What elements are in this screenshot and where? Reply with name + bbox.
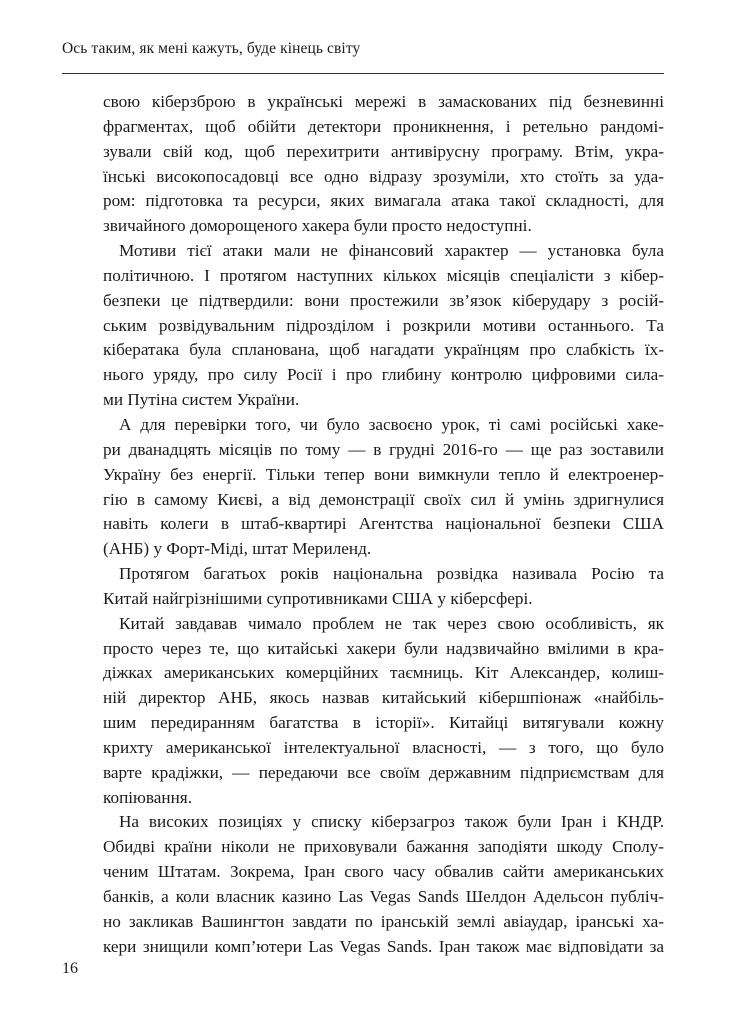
- text-line: Україну без енергії. Тільки тепер вони вимкнули тепло й електроенер-: [103, 464, 664, 484]
- text-line: кери знищили комп’ютери Las Vegas Sands. Іран також має відповідати за: [103, 936, 664, 956]
- text-line: Обидві країни ніколи не приховували бажання заподіяти шкоду Сполу-: [103, 837, 664, 857]
- text-line: гію в самому Києві, а від демонстрації своїх сил й умінь здригнулися: [103, 489, 664, 509]
- text-line: Китай завдавав чимало проблем не так через свою особливість, як: [119, 613, 664, 633]
- text-line: нього уряду, про силу Росії і про глибину контролю цифровими сила-: [103, 365, 664, 385]
- text-line: но закликав Вашингтон завдати по іранській землі авіаудар, іранські ха-: [103, 911, 664, 931]
- text-line: Протягом багатьох років національна розвідка називала Росію та: [119, 564, 664, 584]
- text-line: навіть колеги в штаб-квартирі Агентства національної безпеки США: [103, 514, 664, 534]
- text-line: варте крадіжки, — передаючи все своїм державним підприємствам для: [103, 762, 664, 782]
- text-line: просто через те, що китайські хакери були надзвичайно вмілими в кра-: [103, 638, 664, 658]
- text-line: ченим Штатам. Зокрема, Іран свого часу обвалив сайти американських: [103, 862, 664, 882]
- text-line: копіювання.: [103, 787, 192, 807]
- text-line: фрагментах, щоб обійти детектори проникнення, і ретельно рандомі-: [103, 116, 664, 136]
- text-line: ми Путіна систем України.: [103, 390, 300, 410]
- text-line: їнські високопосадовці все одно відразу зрозуміли, хто стоїть за уда-: [103, 166, 664, 186]
- text-line: звичайного доморощеного хакера були просто недоступні.: [103, 216, 532, 236]
- text-line: (АНБ) у Форт-Міді, штат Мериленд.: [103, 539, 372, 559]
- page-number: 16: [62, 960, 78, 977]
- text-line: діжках американських комерційних таємниць. Кіт Александер, колиш-: [103, 663, 664, 683]
- text-line: крихту американської інтелектуальної власності, — з того, що було: [103, 737, 664, 757]
- text-line: кібератака була спланована, щоб нагадати українцям про слабкість їх-: [103, 340, 664, 360]
- text-line: ським розвідувальним підрозділом і розкрили мотиви останнього. Та: [103, 315, 664, 335]
- body-text: [103, 90, 664, 960]
- text-line: Китай найгрізнішими супротивниками США у кіберсфері.: [103, 588, 533, 608]
- header-rule: [62, 73, 664, 74]
- text-line: безпеки це підтвердили: вони простежили зв’язок кіберудару з росій-: [103, 290, 664, 310]
- text-line: На високих позиціях у списку кіберзагроз також були Іран і КНДР.: [119, 812, 664, 832]
- text-line: шим передиранням багатства в історії». Китайці витягували кожну: [103, 713, 664, 733]
- text-line: Мотиви тієї атаки мали не фінансовий характер — установка була: [119, 241, 664, 261]
- text-line: банків, а коли власник казино Las Vegas Sands Шелдон Адельсон публіч-: [103, 887, 664, 906]
- text-line: свою кіберзброю в українські мережі в замаскованих під безневинні: [103, 92, 664, 111]
- text-line: політичною. І протягом наступних кількох місяців спеціалісти з кібер-: [103, 265, 664, 285]
- text-line: зували свій код, щоб перехитрити антивірусну програму. Втім, укра-: [103, 141, 664, 161]
- running-head: Ось таким, як мені кажуть, буде кінець світу: [62, 40, 361, 57]
- text-line: А для перевірки того, чи було засвоєно урок, ті самі російські хаке-: [119, 414, 664, 434]
- text-line: ри дванадцять місяців по тому — в грудні 2016-го — ще раз зоставили: [103, 439, 664, 459]
- text-line: ром: підготовка та ресурси, яких вимагала атака такої складності, для: [103, 191, 664, 211]
- text-line: ній директор АНБ, якось назвав китайський кібершпіонаж «найбіль-: [103, 688, 664, 708]
